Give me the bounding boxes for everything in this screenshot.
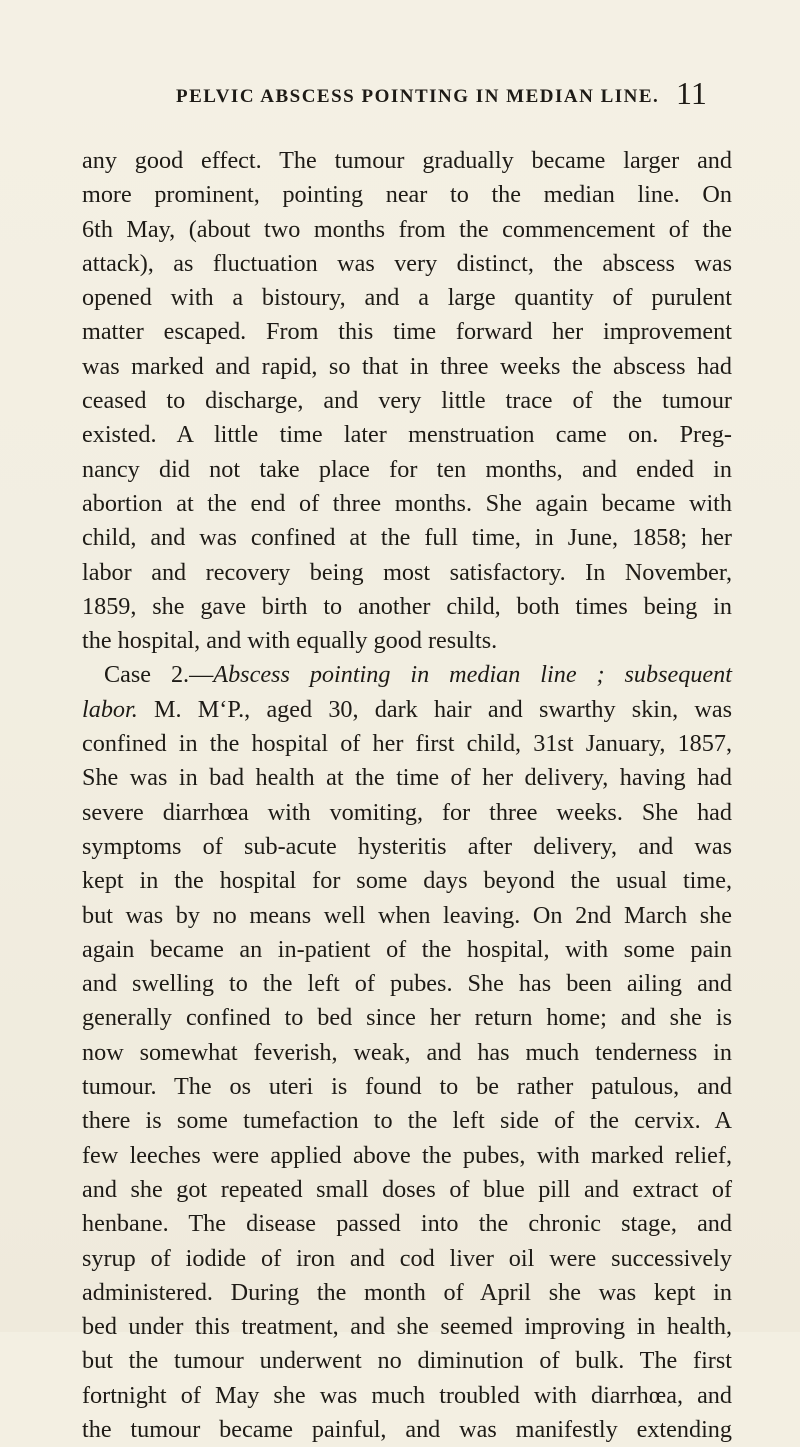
running-head: PELVIC ABSCESS POINTING IN MEDIAN LINE. (176, 86, 660, 107)
text-line: matter escaped. From this time forward her improvement (82, 318, 732, 346)
text-line: She was in bad health at the time of her delivery, having had (82, 764, 732, 792)
text-line: labor and recovery being most satisfactory. In November, (82, 558, 732, 586)
text-line: opened with a bistoury, and a large quantity of purulent (82, 284, 732, 312)
case-heading-line-2 (82, 693, 732, 727)
text-line: ceased to discharge, and very little trace of the tumour (82, 387, 732, 415)
text-fragment: M. M‘P., aged 30, dark hair and swarthy skin, was (137, 695, 732, 723)
text-line: kept in the hospital for some days beyond the usual time, (82, 867, 732, 895)
text-line: syrup of iodide of iron and cod liver oil were successively (82, 1244, 732, 1272)
text-line: bed under this treatment, and she seemed improving in health, (82, 1313, 732, 1341)
text-line: and swelling to the left of pubes. She has been ailing and (82, 970, 732, 998)
text-line: 1859, she gave birth to another child, both times being in (82, 592, 732, 620)
text-line: abortion at the end of three months. She again became with (82, 489, 732, 517)
case-heading-line (82, 658, 732, 692)
text-line: nancy did not take place for ten months, and ended in (82, 455, 732, 483)
text-line: tumour. The os uteri is found to be rather patulous, and (82, 1073, 732, 1101)
text-line: there is some tumefaction to the left side of the cervix. A (82, 1107, 732, 1135)
text-line: fortnight of May she was much troubled with diarrhœa, and (82, 1381, 732, 1409)
text-line: the tumour became painful, and was manifestly extending (82, 1415, 732, 1443)
text-line: and she got repeated small doses of blue pill and extract of (82, 1175, 732, 1203)
text-line: few leeches were applied above the pubes, with marked relief, (82, 1141, 732, 1169)
text-line: existed. A little time later menstruation came on. Preg- (82, 421, 732, 449)
body-text (82, 144, 732, 1447)
text-line: symptoms of sub-acute hysteritis after delivery, and was (82, 832, 732, 860)
text-line: henbane. The disease passed into the chronic stage, and (82, 1210, 732, 1238)
text-line: any good effect. The tumour gradually became larger and (82, 147, 732, 174)
text-line: confined in the hospital of her first child, 31st January, 1857, (82, 730, 732, 758)
text-line: again became an in-patient of the hospital, with some pain (82, 935, 732, 963)
text-line: more prominent, pointing near to the median line. On (82, 181, 732, 209)
case-title: Abscess pointing in median line ; subsequent (213, 661, 732, 689)
text-line: the hospital, and with equally good results. (82, 627, 498, 655)
text-line: generally confined to bed since her return home; and she is (82, 1004, 732, 1032)
text-line: now somewhat feverish, weak, and has much tenderness in (82, 1038, 732, 1066)
text-line: was marked and rapid, so that in three weeks the abscess had (82, 352, 732, 380)
text-line: administered. During the month of April she was kept in (82, 1278, 732, 1306)
text-line: attack), as fluctuation was very distinct, the abscess was (82, 249, 732, 277)
page-number: 11 (676, 75, 707, 111)
text-line: 6th May, (about two months from the commencement of the (82, 215, 732, 243)
text-line: severe diarrhœa with vomiting, for three weeks. She had (82, 798, 732, 826)
text-line: child, and was confined at the full time, in June, 1858; her (82, 524, 732, 552)
case-label: Case 2.— (104, 661, 214, 689)
text-line: but the tumour underwent no diminution of bulk. The first (82, 1347, 732, 1375)
text-line: but was by no means well when leaving. On 2nd March she (82, 901, 732, 929)
case-title-continued: labor. (82, 695, 138, 723)
